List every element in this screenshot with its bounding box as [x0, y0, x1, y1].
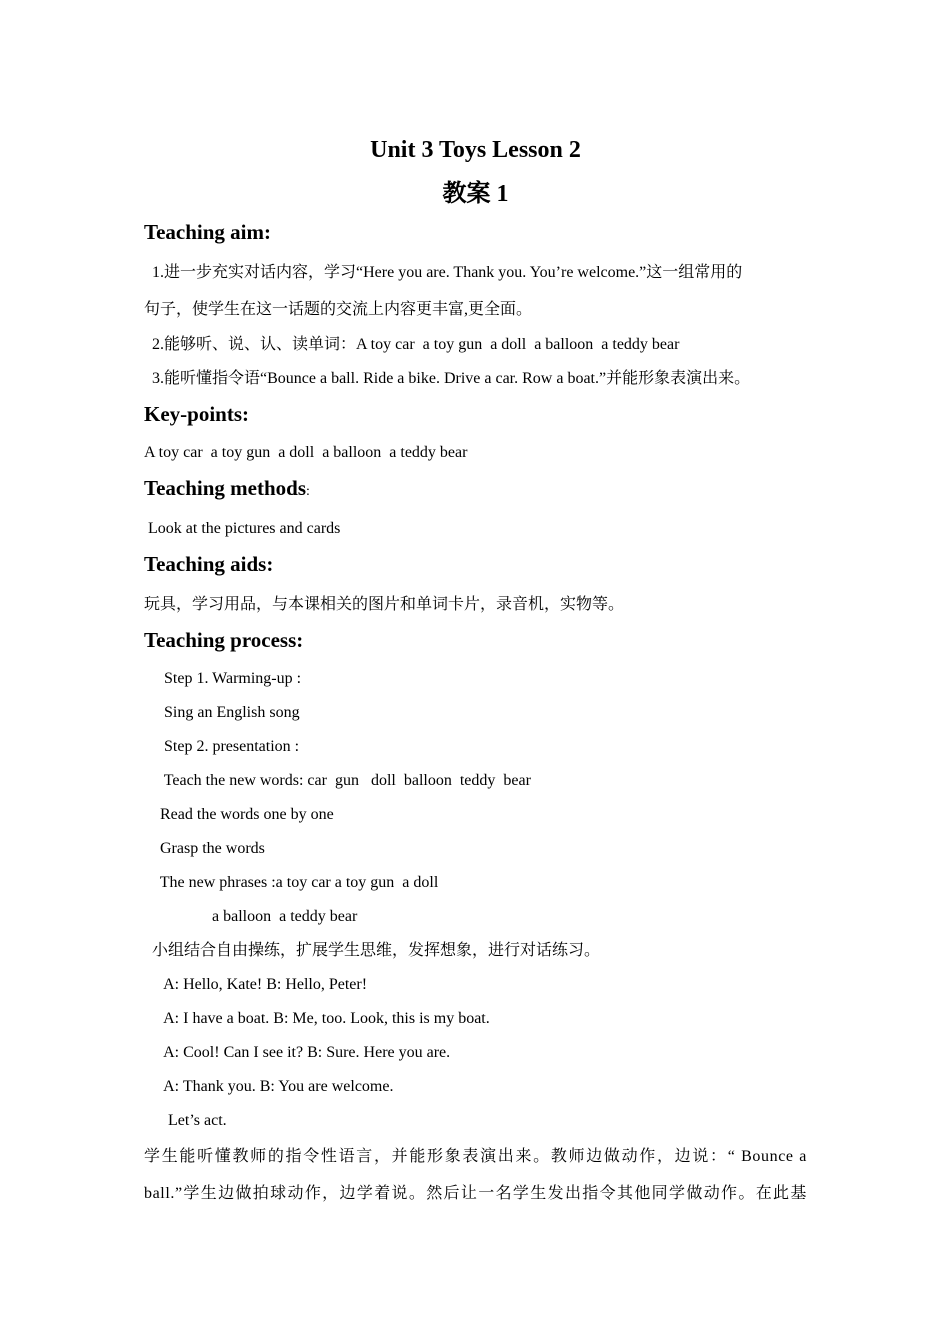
process-line-new-words: Teach the new words: car gun doll balloon teddy bear: [144, 772, 531, 789]
key-points-line: A toy car a toy gun a doll a balloon a teddy bear: [144, 444, 468, 461]
process-paragraph-line-1: 学生能听懂教师的指令性语言，并能形象表演出来。教师边做动作，边说：“ Bounce a: [144, 1148, 807, 1165]
section-heading-key-points: Key-points:: [144, 402, 249, 426]
process-line-song: Sing an English song: [144, 704, 300, 721]
aim-line-1b: 句子，使学生在这一话题的交流上内容更丰富,更全面。: [144, 301, 533, 318]
section-heading-teaching-aim: Teaching aim:: [144, 220, 271, 244]
teaching-aids-line: 玩具，学习用品，与本课相关的图片和单词卡片，录音机，实物等。: [144, 596, 625, 613]
process-line-phrases-2: a balloon a teddy bear: [144, 908, 358, 925]
process-line-step1: Step 1. Warming-up :: [144, 670, 302, 687]
process-paragraph-line-2: ball.”学生边做拍球动作，边学着说。然后让一名学生发出指令其他同学做动作。在此基: [144, 1185, 807, 1202]
process-line-phrases-1: The new phrases :a toy car a toy gun a doll: [144, 874, 439, 891]
aim-line-3: 3.能听懂指令语“Bounce a ball. Ride a bike. Drive a car. Row a boat.”并能形象表演出来。: [144, 370, 751, 387]
aim-line-1a: 1.进一步充实对话内容，学习“Here you are. Thank you. You’re welcome.”这一组常用的: [144, 264, 743, 281]
teaching-methods-line: Look at the pictures and cards: [144, 520, 341, 537]
document-subtitle: 教案 1: [442, 181, 509, 207]
section-heading-teaching-process: Teaching process:: [144, 628, 304, 652]
process-line-lets-act: Let’s act.: [144, 1112, 227, 1129]
aim-line-2: 2.能够听、说、认、读单词：A toy car a toy gun a doll a balloon a teddy bear: [144, 336, 680, 353]
teaching-methods-heading-text: Teaching methods: [144, 476, 307, 500]
document-body: [144, 132, 807, 1212]
process-line-step2: Step 2. presentation :: [144, 738, 300, 755]
section-heading-teaching-methods: [144, 470, 807, 506]
dialogue-line-3: A: Cool! Can I see it? B: Sure. Here you are.: [144, 1044, 451, 1061]
process-line-group-practice: 小组结合自由操练，扩展学生思维，发挥想象，进行对话练习。: [144, 942, 601, 959]
process-line-read-words: Read the words one by one: [144, 806, 334, 823]
document-title: Unit 3 Toys Lesson 2: [370, 137, 581, 163]
section-heading-teaching-aids: Teaching aids:: [144, 552, 274, 576]
dialogue-line-4: A: Thank you. B: You are welcome.: [144, 1078, 394, 1095]
process-line-grasp-words: Grasp the words: [144, 840, 265, 857]
dialogue-line-1: A: Hello, Kate! B: Hello, Peter!: [144, 976, 368, 993]
teaching-methods-heading-colon: :: [306, 484, 310, 499]
dialogue-line-2: A: I have a boat. B: Me, too. Look, this is my boat.: [144, 1010, 490, 1027]
